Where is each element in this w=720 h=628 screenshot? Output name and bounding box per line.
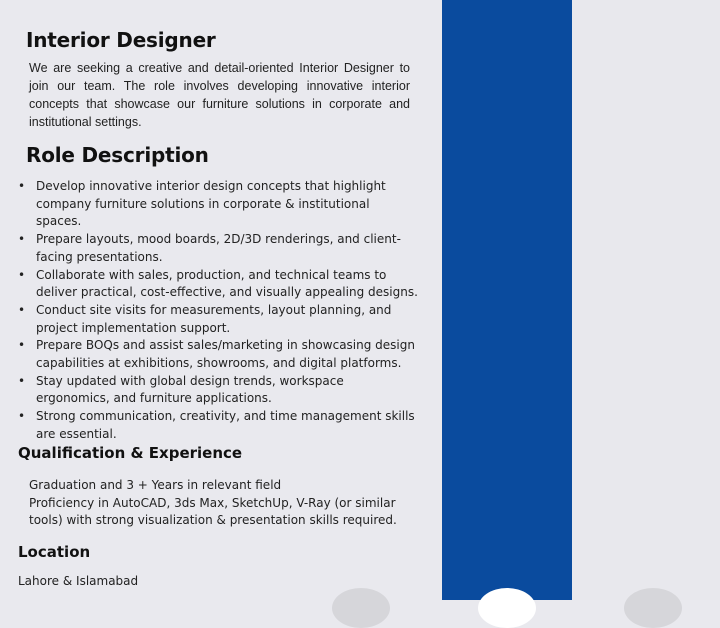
right-panel — [572, 0, 720, 600]
bullet-icon: • — [18, 267, 26, 282]
bullet-icon: • — [18, 409, 26, 424]
list-item — [18, 337, 418, 372]
decorative-circle-right — [624, 588, 682, 628]
list-item — [18, 408, 418, 443]
bullet-icon: • — [18, 338, 26, 353]
role-item-text: Prepare BOQs and assist sales/marketing in showcasing design capabilities at exhibitions, showrooms, and digital platforms. — [36, 338, 415, 371]
accent-stripe — [442, 0, 572, 600]
bullet-icon: • — [18, 302, 26, 317]
role-item-text: Strong communication, creativity, and time management skills are essential. — [36, 409, 415, 441]
list-item — [18, 373, 418, 408]
bullet-icon: • — [18, 232, 26, 247]
location-value: Lahore & Islamabad — [18, 574, 139, 588]
role-item-text: Collaborate with sales, production, and technical teams to deliver practical, cost-effective, and visually appealing designs. — [36, 267, 418, 300]
role-item-text: Develop innovative interior design concepts that highlight company furniture solutions in corporate & institutional spaces. — [36, 179, 386, 229]
qualification-line-1: Graduation and 3 + Years in relevant field — [29, 478, 282, 492]
job-title: Interior Designer — [26, 28, 216, 52]
decorative-circle-left — [332, 588, 390, 628]
qualification-heading: Qualification & Experience — [18, 444, 243, 462]
qualification-line-2: Proficiency in AutoCAD, 3ds Max, SketchUp, V-Ray (or similar tools) with strong visualization & presentation skills required. — [29, 495, 397, 528]
qualification-text — [29, 477, 409, 530]
role-item-text: Conduct site visits for measurements, layout planning, and project implementation support. — [36, 302, 392, 335]
list-item — [18, 267, 418, 302]
role-description-heading: Role Description — [26, 143, 209, 167]
list-item — [18, 302, 418, 337]
role-item-text: Stay updated with global design trends, workspace ergonomics, and furniture applications. — [36, 373, 344, 406]
location-heading: Location — [18, 543, 91, 561]
decorative-circle-center — [478, 588, 536, 628]
job-intro: We are seeking a creative and detail-oriented Interior Designer to join our team. The role involves developing innovative interior concepts that showcase our furniture solutions in corporate and institutional settings. — [29, 61, 410, 129]
list-item — [18, 178, 418, 231]
role-list — [18, 178, 418, 444]
list-item — [18, 231, 418, 266]
bullet-icon: • — [18, 179, 26, 193]
role-item-text: Prepare layouts, mood boards, 2D/3D renderings, and client-facing presentations. — [36, 232, 401, 264]
bullet-icon: • — [18, 373, 26, 388]
